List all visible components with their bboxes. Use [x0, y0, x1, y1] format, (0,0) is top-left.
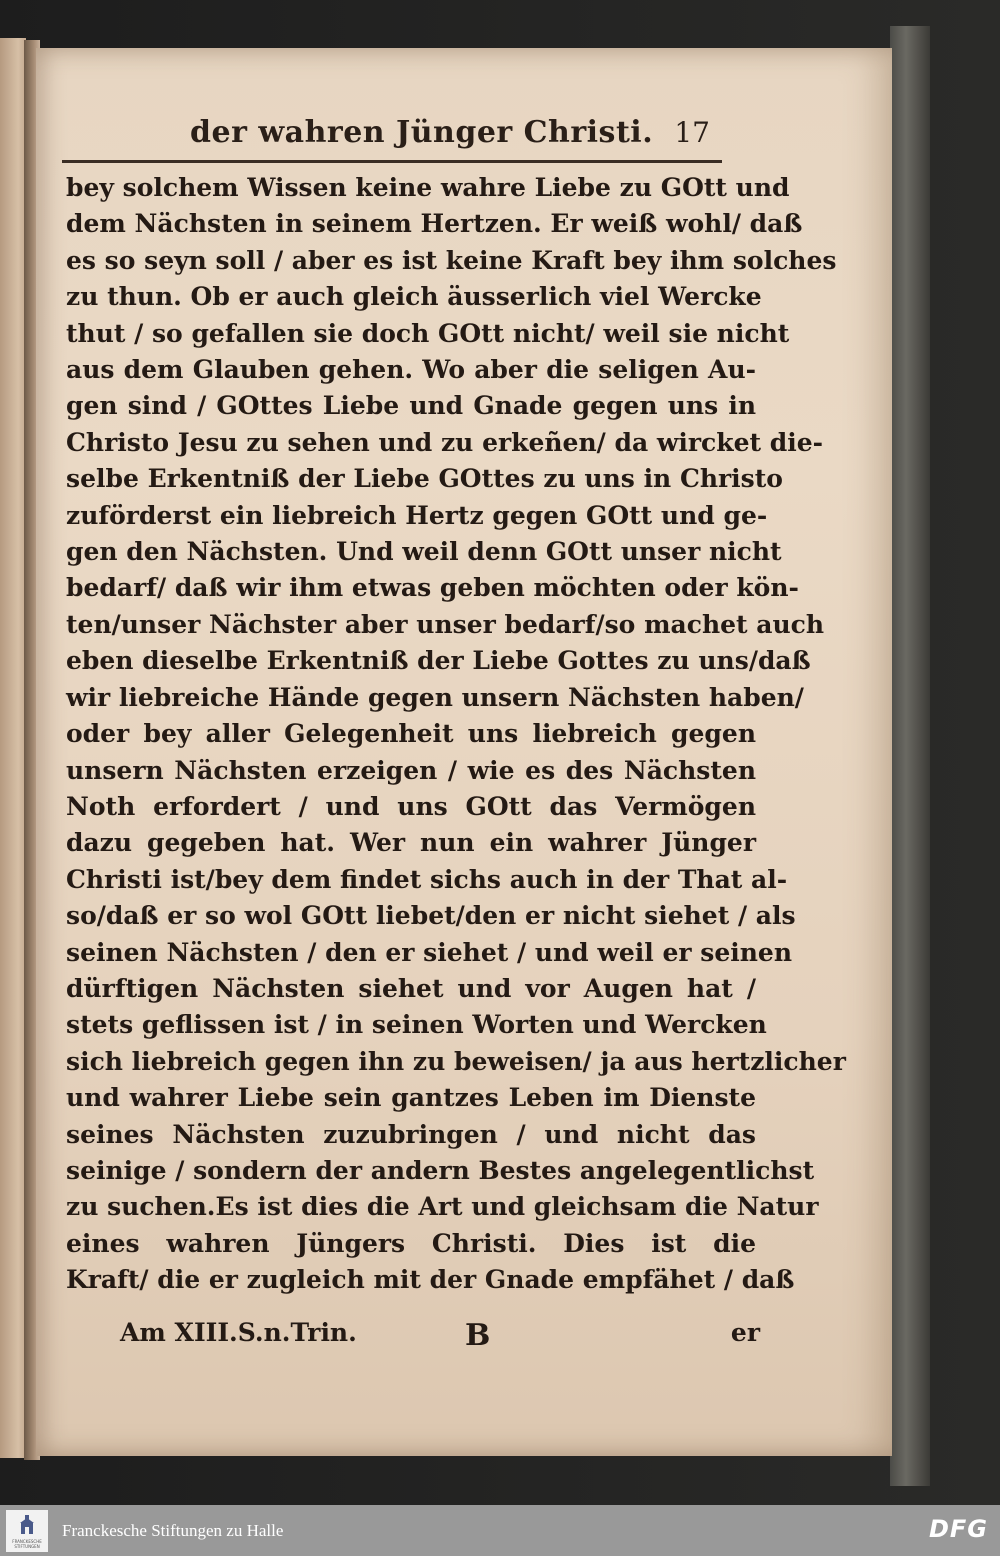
text-line: Kraft/ die er zugleich mit der Gnade empfähet / daß	[66, 1265, 795, 1295]
page-footer	[120, 1318, 760, 1358]
text-line: Christi ist/bey dem findet sichs auch in der That al-	[66, 864, 788, 894]
text-line: seinen Nächsten / den er siehet / und weil er seinen	[66, 937, 793, 967]
left-page-edge	[0, 38, 26, 1458]
text-line: zu suchen.Es ist dies die Art und gleichsam die Natur	[66, 1192, 819, 1222]
text-line: selbe Erkentniß der Liebe GOttes zu uns in Christo	[66, 464, 783, 494]
text-line: thut / so gefallen sie doch GOtt nicht/ weil sie nicht	[66, 318, 790, 348]
viewer-footer-bar	[0, 1505, 1000, 1556]
text-line: sich liebreich gegen ihn zu beweisen/ ja aus hertzlicher	[66, 1046, 846, 1076]
page-number: 17	[674, 116, 710, 149]
running-title: der wahren Jünger Christi.	[190, 115, 654, 150]
text-line: seinige / sondern der andern Bestes angelegentlichst	[66, 1155, 815, 1185]
text-line: gen den Nächsten. Und weil denn GOtt unser nicht	[66, 537, 782, 567]
text-line: Noth erfordert / und uns GOtt das Vermögen	[66, 791, 756, 821]
text-line: bey solchem Wissen keine wahre Liebe zu GOtt und	[66, 173, 790, 202]
text-line: aus dem Glauben gehen. Wo aber die seligen Au-	[66, 355, 756, 385]
text-line: wir liebreiche Hände gegen unsern Nächsten haben/	[66, 682, 804, 712]
catchword: er	[730, 1318, 760, 1347]
text-line: seines Nächsten zuzubringen / und nicht das	[66, 1119, 756, 1149]
logo-text: FRANCKESCHE STIFTUNGEN	[12, 1538, 42, 1549]
text-line: ten/unser Nächster aber unser bedarf/so machet auch	[66, 609, 825, 639]
text-line: dazu gegeben hat. Wer nun ein wahrer Jünger	[66, 828, 756, 858]
text-line: Christo Jesu zu sehen und zu erkeñen/ da wircket die-	[66, 427, 823, 457]
book-cover-edge	[890, 26, 930, 1486]
signature-line: Am XIII.S.n.Trin.	[120, 1318, 357, 1347]
dfg-logo[interactable]: DFG	[928, 1515, 988, 1543]
text-line: dem Nächsten in seinem Hertzen. Er weiß wohl/ daß	[66, 209, 803, 239]
institution-name[interactable]: Franckesche Stiftungen zu Halle	[62, 1520, 284, 1540]
text-line: eines wahren Jüngers Christi. Dies ist die	[66, 1228, 756, 1258]
text-line: eben dieselbe Erkentniß der Liebe Gottes zu uns/daß	[66, 646, 811, 676]
text-line: unsern Nächsten erzeigen / wie es des Nächsten	[66, 755, 756, 785]
text-line: zu thun. Ob er auch gleich äusserlich viel Wercke	[66, 282, 762, 312]
text-line: oder bey aller Gelegenheit uns liebreich gegen	[66, 719, 756, 749]
page-header	[150, 115, 710, 151]
text-line: so/daß er so wol GOtt liebet/den er nicht siehet / als	[66, 901, 796, 931]
text-line: gen sind / GOttes Liebe und Gnade gegen uns in	[66, 391, 756, 421]
foundation-emblem-icon	[16, 1513, 38, 1539]
text-line: und wahrer Liebe sein gantzes Leben im Dienste	[66, 1083, 756, 1113]
text-line: bedarf/ daß wir ihm etwas geben möchten oder kön-	[66, 573, 799, 603]
signature-mark: B	[465, 1318, 491, 1353]
francke-foundation-logo-icon[interactable]	[6, 1510, 48, 1552]
text-line: dürftigen Nächsten siehet und vor Augen hat /	[66, 973, 756, 1003]
text-line: stets geflissen ist / in seinen Worten und Wercken	[66, 1010, 767, 1040]
body-text	[66, 170, 846, 1299]
text-line: zuförderst ein liebreich Hertz gegen GOtt und ge-	[66, 500, 768, 530]
text-line: es so seyn soll / aber es ist keine Kraft bey ihm solches	[66, 245, 837, 275]
header-rule	[62, 160, 722, 163]
